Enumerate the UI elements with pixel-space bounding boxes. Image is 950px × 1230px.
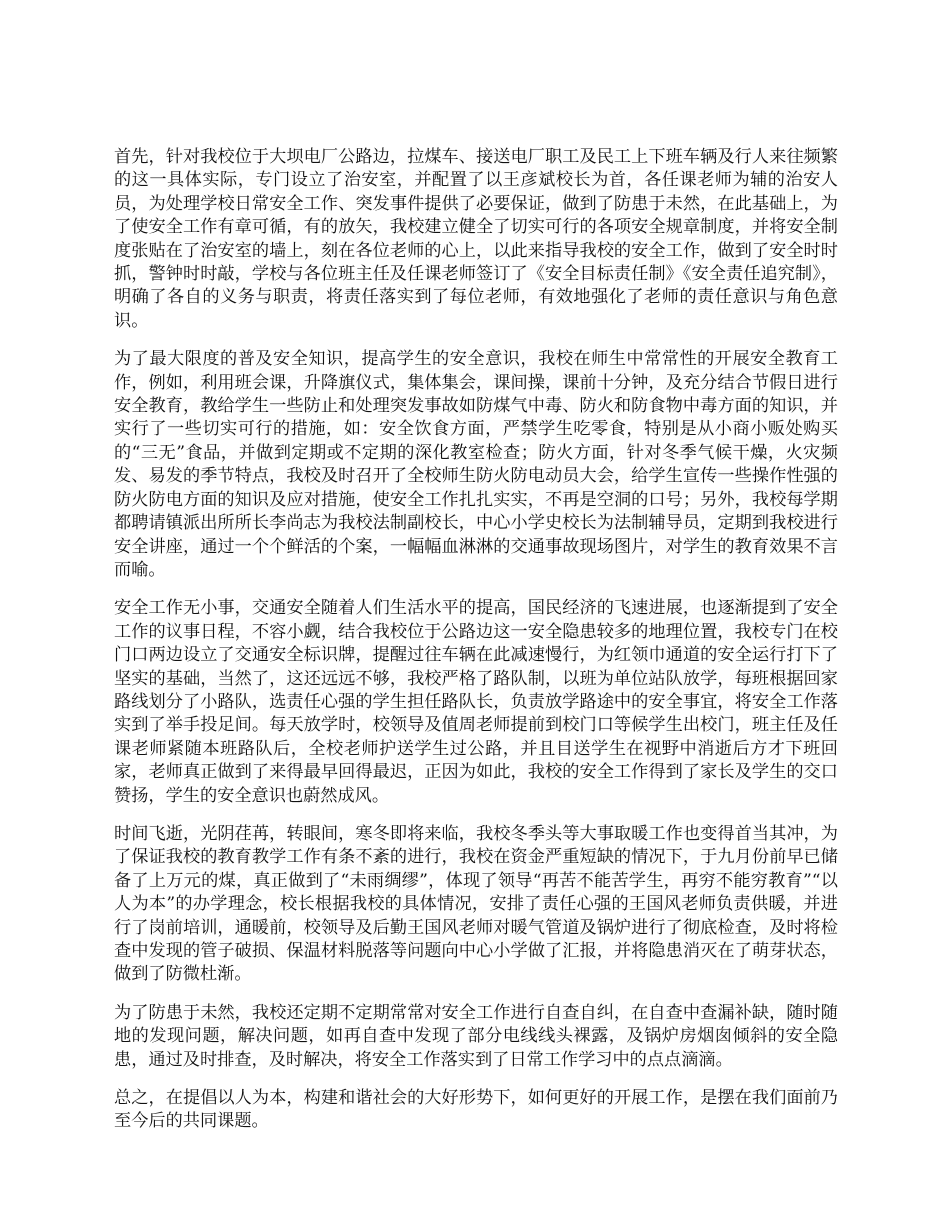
document-body (114, 146, 838, 1149)
paragraph-3: 安全工作无小事，交通安全随着人们生活水平的提高，国民经济的飞速进展，也逐渐提到了安全工作的议事日程，不容小觑，结合我校位于公路边这一安全隐患较多的地理位置，我校专门在校门口两边设立了交通安全标识牌，提醒过往车辆在此减速慢行，为红领巾通道的安全运行打下了坚实的基础，当然了，这还远远不够，我校严格了路队制，以班为单位站队放学，每班根据回家路线划分了小路队，选责任心强的学生担任路队长，负责放学路途中的安全事宜，将安全工作落实到了举手投足间。每天放学时，校领导及值周老师提前到校门口等候学生出校门，班主任及任课老师紧随本班路队后，全校老师护送学生过公路，并且目送学生在视野中消逝后方才下班回家，老师真正做到了来得最早回得最迟，正因为如此，我校的安全工作得到了家长及学生的交口赞扬，学生的安全意识也蔚然成风。 (114, 598, 838, 806)
paragraph-4: 时间飞逝，光阴荏苒，转眼间，寒冬即将来临，我校冬季头等大事取暖工作也变得首当其冲，为了保证我校的教育教学工作有条不紊的进行，我校在资金严重短缺的情况下，于九月份前早已储备了上万元的煤，真正做到了“未雨绸缪”，体现了领导“再苦不能苦学生，再穷不能穷教育”“以人为本”的办学理念，校长根据我校的具体情况，安排了责任心强的王国风老师负责供暖，并进行了岗前培训，通暖前，校领导及后勤王国风老师对暖气管道及锅炉进行了彻底检查，及时将检查中发现的管子破损、保温材料脱落等问题向中心小学做了汇报，并将隐患消灭在了萌芽状态，做到了防微杜渐。 (114, 823, 838, 985)
paragraph-5: 为了防患于未然，我校还定期不定期常常对安全工作进行自查自纠，在自查中查漏补缺，随时随地的发现问题，解决问题，如再自查中发现了部分电线线头裸露，及锅炉房烟囱倾斜的安全隐患，通过及时排查，及时解决，将安全工作落实到了日常工作学习中的点点滴滴。 (114, 1002, 838, 1070)
paragraph-6: 总之，在提倡以人为本，构建和谐社会的大好形势下，如何更好的开展工作，是摆在我们面前乃至今后的共同课题。 (114, 1088, 838, 1132)
paragraph-2: 为了最大限度的普及安全知识，提高学生的安全意识，我校在师生中常常性的开展安全教育工作，例如，利用班会课，升降旗仪式，集体集会，课间操，课前十分钟，及充分结合节假日进行安全教育，教给学生一些防止和处理突发事故如防煤气中毒、防火和防食物中毒方面的知识，并实行了一些切实可行的措施，如：安全饮食方面，严禁学生吃零食，特别是从小商小贩处购买的“三无”食品，并做到定期或不定期的深化教室检查；防火方面，针对冬季气候干燥，火灾频发、易发的季节特点，我校及时召开了全校师生防火防电动员大会，给学生宣传一些操作性强的防火防电方面的知识及应对措施，使安全工作扎扎实实，不再是空洞的口号；另外，我校每学期都聘请镇派出所所长李尚志为我校法制副校长，中心小学史校长为法制辅导员，定期到我校进行安全讲座，通过一个个鲜活的个案，一幅幅血淋淋的交通事故现场图片，对学生的教育效果不言而喻。 (114, 349, 838, 580)
paragraph-1: 首先，针对我校位于大坝电厂公路边，拉煤车、接送电厂职工及民工上下班车辆及行人来往频繁的这一具体实际，专门设立了治安室，并配置了以王彦斌校长为首，各任课老师为辅的治安人员，为处理学校日常安全工作、突发事件提供了必要保证，做到了防患于未然，在此基础上，为了使安全工作有章可循，有的放矢，我校建立健全了切实可行的各项安全规章制度，并将安全制度张贴在了治安室的墙上，刻在各位老师的心上，以此来指导我校的安全工作，做到了安全时时抓，警钟时时敲，学校与各位班主任及任课老师签订了《安全目标责任制》《安全责任追究制》，明确了各自的义务与职责，将责任落实到了每位老师，有效地强化了老师的责任意识与角色意识。 (114, 147, 838, 331)
